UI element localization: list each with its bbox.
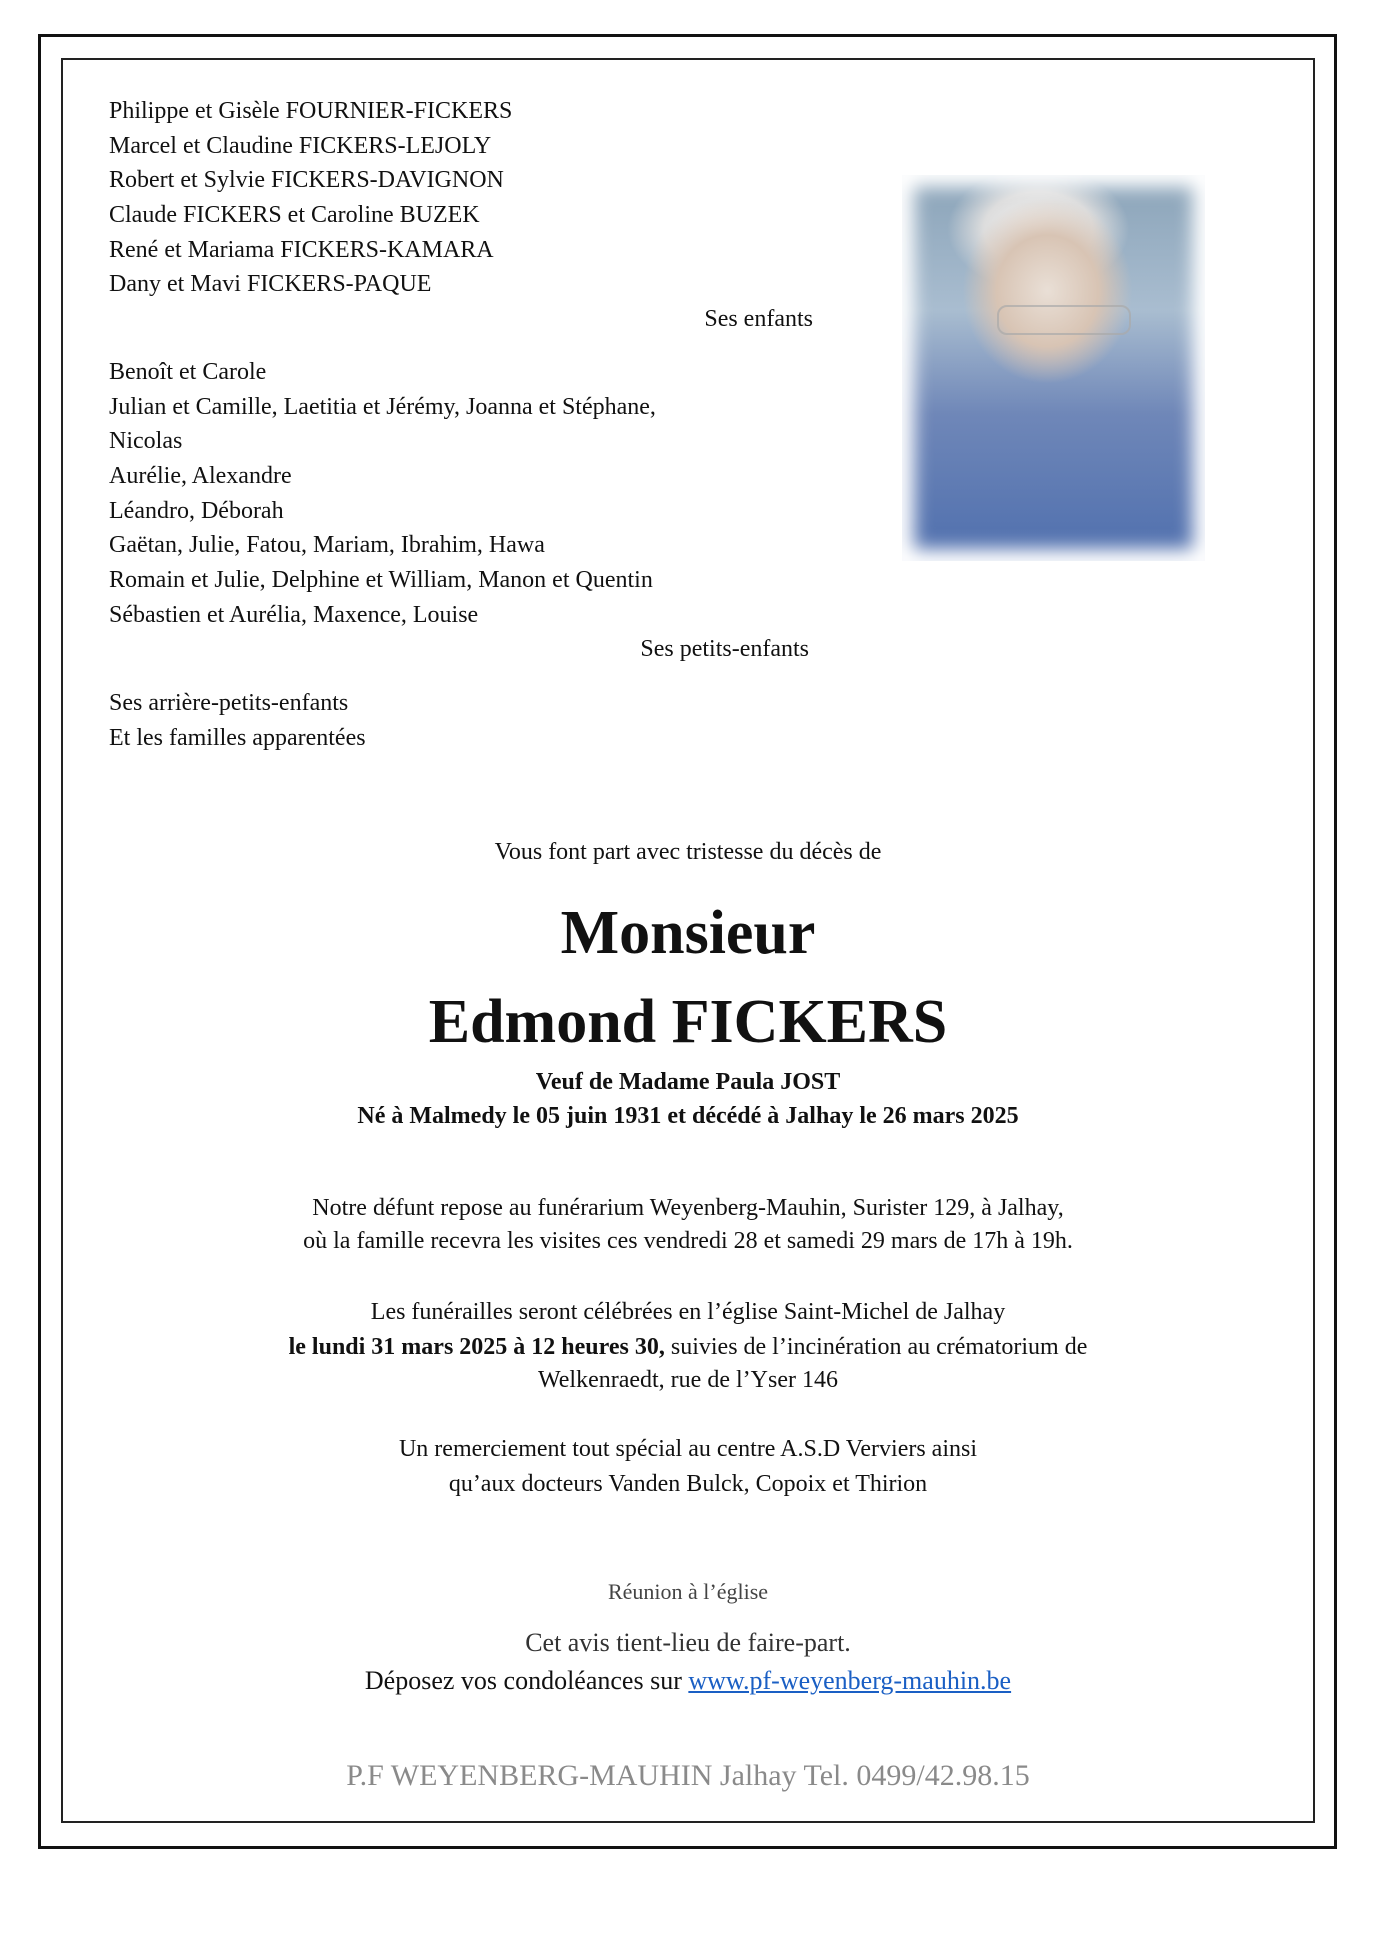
glasses-shape bbox=[997, 305, 1131, 335]
grandchild-line: Gaëtan, Julie, Fatou, Mariam, Ibrahim, Hawa bbox=[109, 532, 545, 558]
dates-line: Né à Malmedy le 05 juin 1931 et décédé à Jalhay le 26 mars 2025 bbox=[357, 1103, 1019, 1129]
grandchild-line: Julian et Camille, Laetitia et Jérémy, Joanna et Stéphane, bbox=[109, 394, 656, 420]
portrait-photo bbox=[902, 175, 1205, 561]
funeral-line bbox=[61, 1330, 1315, 1364]
notice: Cet avis tient-lieu de faire-part. bbox=[525, 1628, 851, 1657]
widower-line: Veuf de Madame Paula JOST bbox=[535, 1069, 841, 1095]
rest-line: où la famille recevra les visites ces vendredi 28 et samedi 29 mars de 17h à 19h. bbox=[303, 1228, 1073, 1254]
announcement: Vous font part avec tristesse du décès de bbox=[494, 839, 882, 865]
child-line: Dany et Mavi FICKERS-PAQUE bbox=[109, 271, 432, 297]
child-line: Philippe et Gisèle FOURNIER-FICKERS bbox=[109, 98, 513, 124]
thanks-line: Un remerciement tout spécial au centre A.S.D Verviers ainsi bbox=[398, 1436, 978, 1462]
grandchild-line: Léandro, Déborah bbox=[109, 498, 284, 524]
grandchildren-label: Ses petits-enfants bbox=[640, 636, 809, 662]
children-label: Ses enfants bbox=[704, 306, 813, 332]
deceased-name: Edmond FICKERS bbox=[428, 988, 948, 1056]
thanks-line: qu’aux docteurs Vanden Bulck, Copoix et Thirion bbox=[448, 1471, 928, 1497]
grandchild-line: Sébastien et Aurélia, Maxence, Louise bbox=[109, 602, 479, 628]
deceased-title: Monsieur bbox=[560, 899, 816, 967]
condolences-line bbox=[61, 1663, 1315, 1699]
relatives-line: Ses arrière-petits-enfants bbox=[109, 690, 349, 716]
funeral-text: suivies de l’incinération au crématorium de bbox=[664, 1334, 1088, 1360]
grandchild-line: Aurélie, Alexandre bbox=[109, 463, 292, 489]
rest-line: Notre défunt repose au funérarium Weyenberg-Mauhin, Surister 129, à Jalhay, bbox=[312, 1195, 1064, 1221]
child-line: Robert et Sylvie FICKERS-DAVIGNON bbox=[109, 167, 504, 193]
child-line: René et Mariama FICKERS-KAMARA bbox=[109, 237, 494, 263]
funeral-line: Les funérailles seront célébrées en l’église Saint-Michel de Jalhay bbox=[370, 1299, 1006, 1325]
relatives-line: Et les familles apparentées bbox=[109, 725, 366, 751]
condolences-text: Déposez vos condoléances sur bbox=[364, 1666, 689, 1695]
funeral-date: le lundi 31 mars 2025 à 12 heures 30, bbox=[288, 1334, 665, 1360]
condolences-link[interactable]: www.pf-weyenberg-mauhin.be bbox=[688, 1666, 1012, 1695]
funeral-line: Welkenraedt, rue de l’Yser 146 bbox=[538, 1367, 838, 1393]
grandchild-line: Nicolas bbox=[109, 428, 183, 454]
child-line: Claude FICKERS et Caroline BUZEK bbox=[109, 202, 480, 228]
meeting-note: Réunion à l’église bbox=[607, 1579, 769, 1604]
funeral-home-footer: P.F WEYENBERG-MAUHIN Jalhay Tel. 0499/42.98.15 bbox=[346, 1759, 1030, 1792]
grandchild-line: Benoît et Carole bbox=[109, 359, 267, 385]
grandchild-line: Romain et Julie, Delphine et William, Manon et Quentin bbox=[109, 567, 653, 593]
child-line: Marcel et Claudine FICKERS-LEJOLY bbox=[109, 133, 492, 159]
